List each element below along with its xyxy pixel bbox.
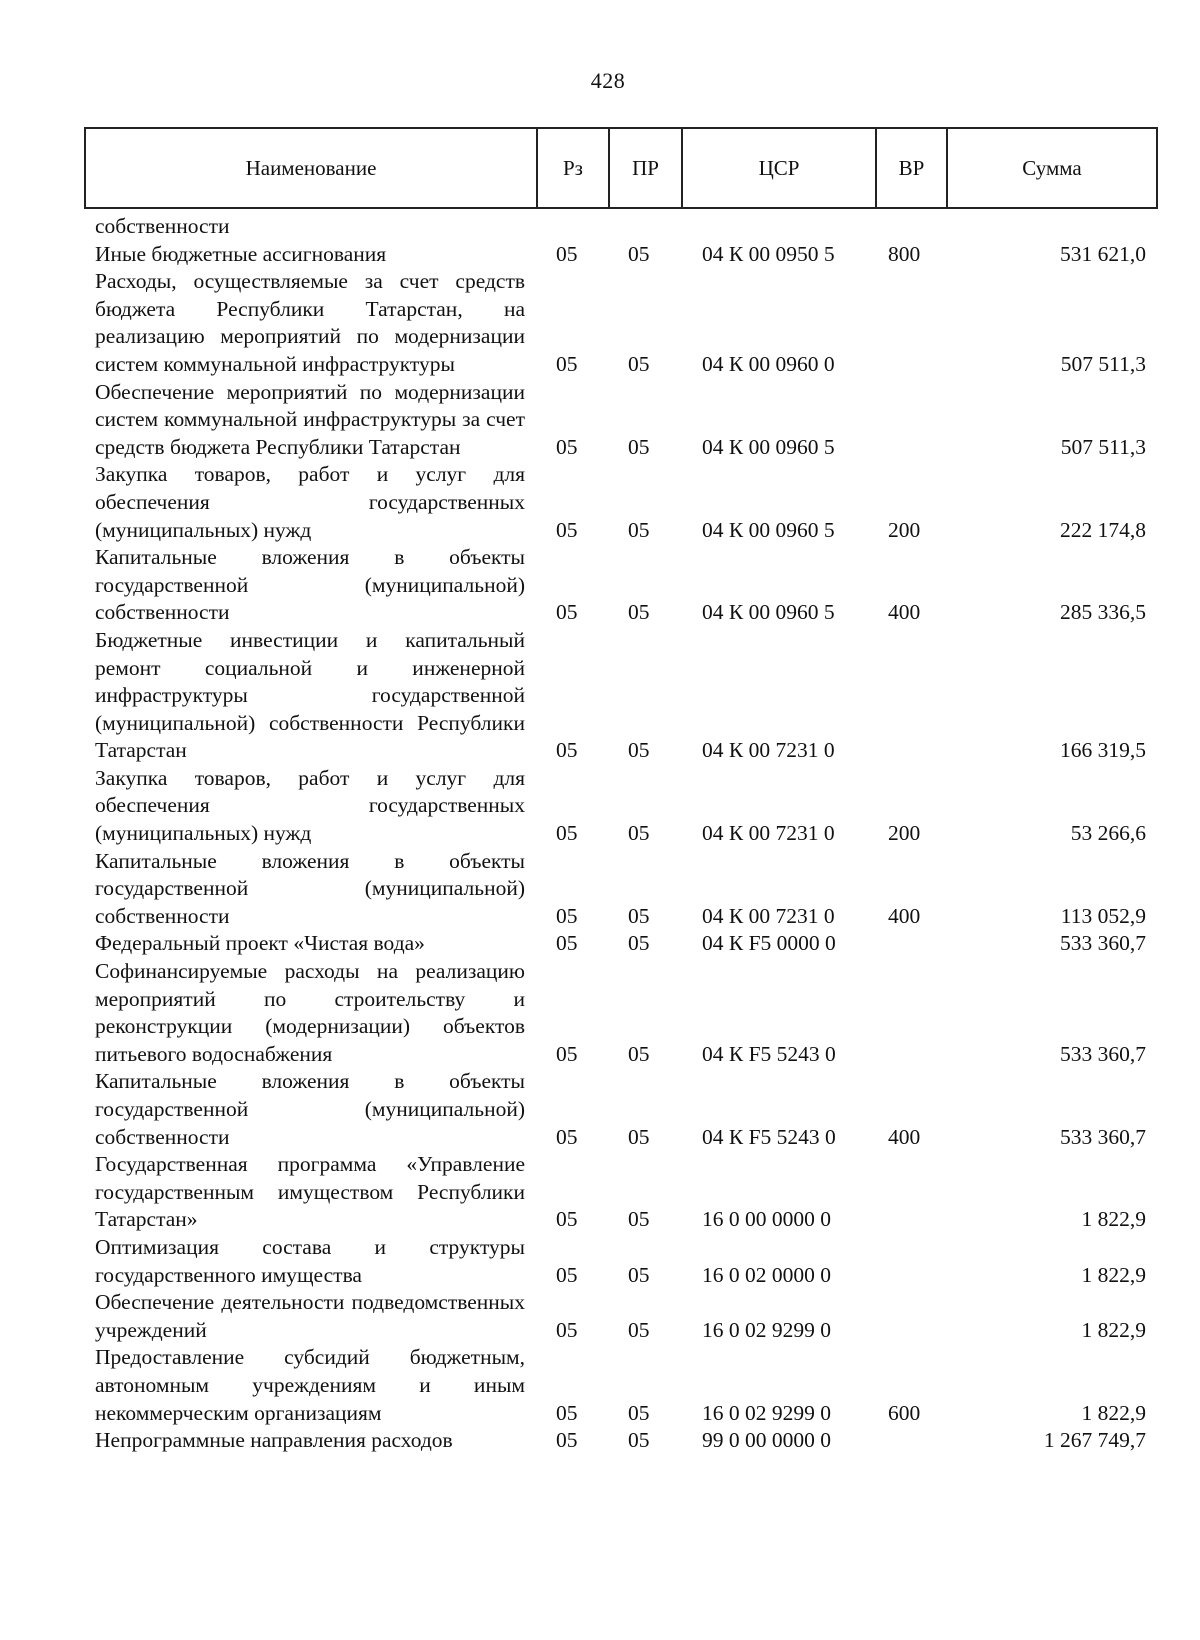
row-name: собственности xyxy=(95,214,230,238)
table-row xyxy=(0,544,1200,627)
row-pr: 05 xyxy=(628,931,650,956)
row-sum: 1 822,9 xyxy=(1081,1317,1146,1342)
table-row xyxy=(0,1234,1200,1289)
row-csr: 04 К 00 0960 5 xyxy=(702,434,835,459)
row-name: Софинансируемые расходы на реализацию мероприятий по строительству и реконструкции (модернизации) объектов питьевого водоснабжения xyxy=(95,959,525,1066)
table-row xyxy=(0,848,1200,931)
row-csr: 04 К F5 5243 0 xyxy=(702,1041,836,1066)
table-row xyxy=(0,379,1200,462)
header-name: Наименование xyxy=(86,129,538,207)
row-rz: 05 xyxy=(556,1207,578,1232)
row-rz: 05 xyxy=(556,351,578,376)
row-name: Закупка товаров, работ и услуг для обеспечения государственных (муниципальных) нужд xyxy=(95,462,525,542)
row-pr: 05 xyxy=(628,1428,650,1453)
row-name: Капитальные вложения в объекты государственной (муниципальной) собственности xyxy=(95,848,525,928)
row-name: Оптимизация состава и структуры государственного имущества xyxy=(95,1234,525,1287)
row-name: Бюджетные инвестиции и капитальный ремонт социальной и инженерной инфраструктуры государственной (муниципальной) собственности Республики Татарстан xyxy=(95,627,525,763)
table-row xyxy=(0,958,1200,1068)
row-sum: 1 822,9 xyxy=(1081,1262,1146,1287)
row-csr: 04 К 00 0960 5 xyxy=(702,517,835,542)
row-name: Предоставление субсидий бюджетным, автономным учреждениям и иным некоммерческим организациям xyxy=(95,1345,525,1425)
row-pr: 05 xyxy=(628,1400,650,1425)
row-rz: 05 xyxy=(556,738,578,763)
table-row xyxy=(0,461,1200,544)
row-vr: 400 xyxy=(888,1124,921,1149)
row-pr: 05 xyxy=(628,241,650,266)
row-pr: 05 xyxy=(628,517,650,542)
row-name: Федеральный проект «Чистая вода» xyxy=(95,931,425,956)
row-sum: 507 511,3 xyxy=(1060,434,1146,459)
row-sum: 507 511,3 xyxy=(1060,351,1146,376)
row-vr: 400 xyxy=(888,600,921,625)
row-name: Непрограммные направления расходов xyxy=(95,1428,453,1453)
row-sum: 533 360,7 xyxy=(1060,1124,1146,1149)
row-pr: 05 xyxy=(628,1207,650,1232)
row-rz: 05 xyxy=(556,600,578,625)
table-row xyxy=(0,268,1200,378)
row-name: Обеспечение деятельности подведомственных учреждений xyxy=(95,1290,525,1342)
row-pr: 05 xyxy=(628,903,650,928)
row-pr: 05 xyxy=(628,351,650,376)
row-name: Обеспечение мероприятий по модернизации систем коммунальной инфраструктуры за счет средств бюджета Республики Татарстан xyxy=(95,379,525,459)
table-body xyxy=(0,213,1200,1455)
row-sum: 53 266,6 xyxy=(1070,821,1146,846)
table-row xyxy=(0,1068,1200,1151)
row-sum: 1 267 749,7 xyxy=(1043,1428,1146,1453)
header-csr: ЦСР xyxy=(683,129,877,207)
row-vr: 800 xyxy=(888,241,921,266)
row-rz: 05 xyxy=(556,931,578,956)
row-rz: 05 xyxy=(556,1317,578,1342)
row-csr: 99 0 00 0000 0 xyxy=(702,1428,831,1453)
row-pr: 05 xyxy=(628,1041,650,1066)
row-pr: 05 xyxy=(628,738,650,763)
row-sum: 1 822,9 xyxy=(1081,1207,1146,1232)
row-rz: 05 xyxy=(556,903,578,928)
row-sum: 222 174,8 xyxy=(1060,517,1146,542)
table-row xyxy=(0,765,1200,848)
row-pr: 05 xyxy=(628,434,650,459)
row-csr: 04 К 00 0950 5 xyxy=(702,241,835,266)
row-name: Расходы, осуществляемые за счет средств бюджета Республики Татарстан, на реализацию мероприятий по модернизации систем коммунальной инфраструктуры xyxy=(95,269,525,376)
row-name: Закупка товаров, работ и услуг для обеспечения государственных (муниципальных) нужд xyxy=(95,765,525,846)
row-rz: 05 xyxy=(556,1400,578,1425)
row-pr: 05 xyxy=(628,821,650,846)
row-rz: 05 xyxy=(556,1428,578,1453)
row-pr: 05 xyxy=(628,600,650,625)
row-rz: 05 xyxy=(556,517,578,542)
row-sum: 533 360,7 xyxy=(1060,931,1146,956)
row-rz: 05 xyxy=(556,1041,578,1066)
row-csr: 16 0 00 0000 0 xyxy=(702,1207,831,1232)
row-csr: 16 0 02 9299 0 xyxy=(702,1400,831,1425)
row-csr: 04 К 00 0960 0 xyxy=(702,351,835,376)
row-name: Капитальные вложения в объекты государственной (муниципальной) собственности xyxy=(95,1069,525,1149)
row-csr: 04 К F5 5243 0 xyxy=(702,1124,836,1149)
row-csr: 16 0 02 9299 0 xyxy=(702,1317,831,1342)
row-rz: 05 xyxy=(556,821,578,846)
table-row xyxy=(0,1151,1200,1234)
row-sum: 113 052,9 xyxy=(1060,903,1146,928)
row-name: Государственная программа «Управление государственным имуществом Республики Татарстан» xyxy=(95,1152,525,1232)
row-pr: 05 xyxy=(628,1317,650,1342)
row-rz: 05 xyxy=(556,1262,578,1287)
page-number: 428 xyxy=(590,68,626,93)
table-row xyxy=(0,213,1200,241)
table-row xyxy=(0,930,1200,958)
row-csr: 16 0 02 0000 0 xyxy=(702,1262,831,1287)
row-csr: 04 К 00 0960 5 xyxy=(702,600,835,625)
row-vr: 400 xyxy=(888,903,921,928)
row-vr: 200 xyxy=(888,821,921,846)
row-sum: 1 822,9 xyxy=(1081,1400,1146,1425)
row-sum: 533 360,7 xyxy=(1060,1041,1146,1066)
row-csr: 04 К 00 7231 0 xyxy=(702,738,835,763)
table-row xyxy=(0,1344,1200,1427)
row-vr: 600 xyxy=(888,1400,921,1425)
row-pr: 05 xyxy=(628,1124,650,1149)
row-vr: 200 xyxy=(888,517,921,542)
header-pr: ПР xyxy=(610,129,683,207)
row-csr: 04 К F5 0000 0 xyxy=(702,931,836,956)
row-sum: 285 336,5 xyxy=(1060,600,1146,625)
header-sum: Сумма xyxy=(1022,155,1082,180)
row-csr: 04 К 00 7231 0 xyxy=(702,821,835,846)
table-row xyxy=(0,627,1200,765)
row-sum: 166 319,5 xyxy=(1060,738,1146,763)
row-name: Капитальные вложения в объекты государственной (муниципальной) собственности xyxy=(95,545,525,625)
table-row xyxy=(0,1289,1200,1344)
row-sum: 531 621,0 xyxy=(1060,241,1146,266)
table-row xyxy=(0,241,1200,269)
header-vr: ВР xyxy=(877,129,948,207)
row-csr: 04 К 00 7231 0 xyxy=(702,903,835,928)
row-name: Иные бюджетные ассигнования xyxy=(95,241,387,266)
row-rz: 05 xyxy=(556,434,578,459)
row-pr: 05 xyxy=(628,1262,650,1287)
row-rz: 05 xyxy=(556,1124,578,1149)
header-rz: Рз xyxy=(538,129,610,207)
table-header xyxy=(84,127,1158,209)
row-rz: 05 xyxy=(556,241,578,266)
table-row xyxy=(0,1427,1200,1455)
